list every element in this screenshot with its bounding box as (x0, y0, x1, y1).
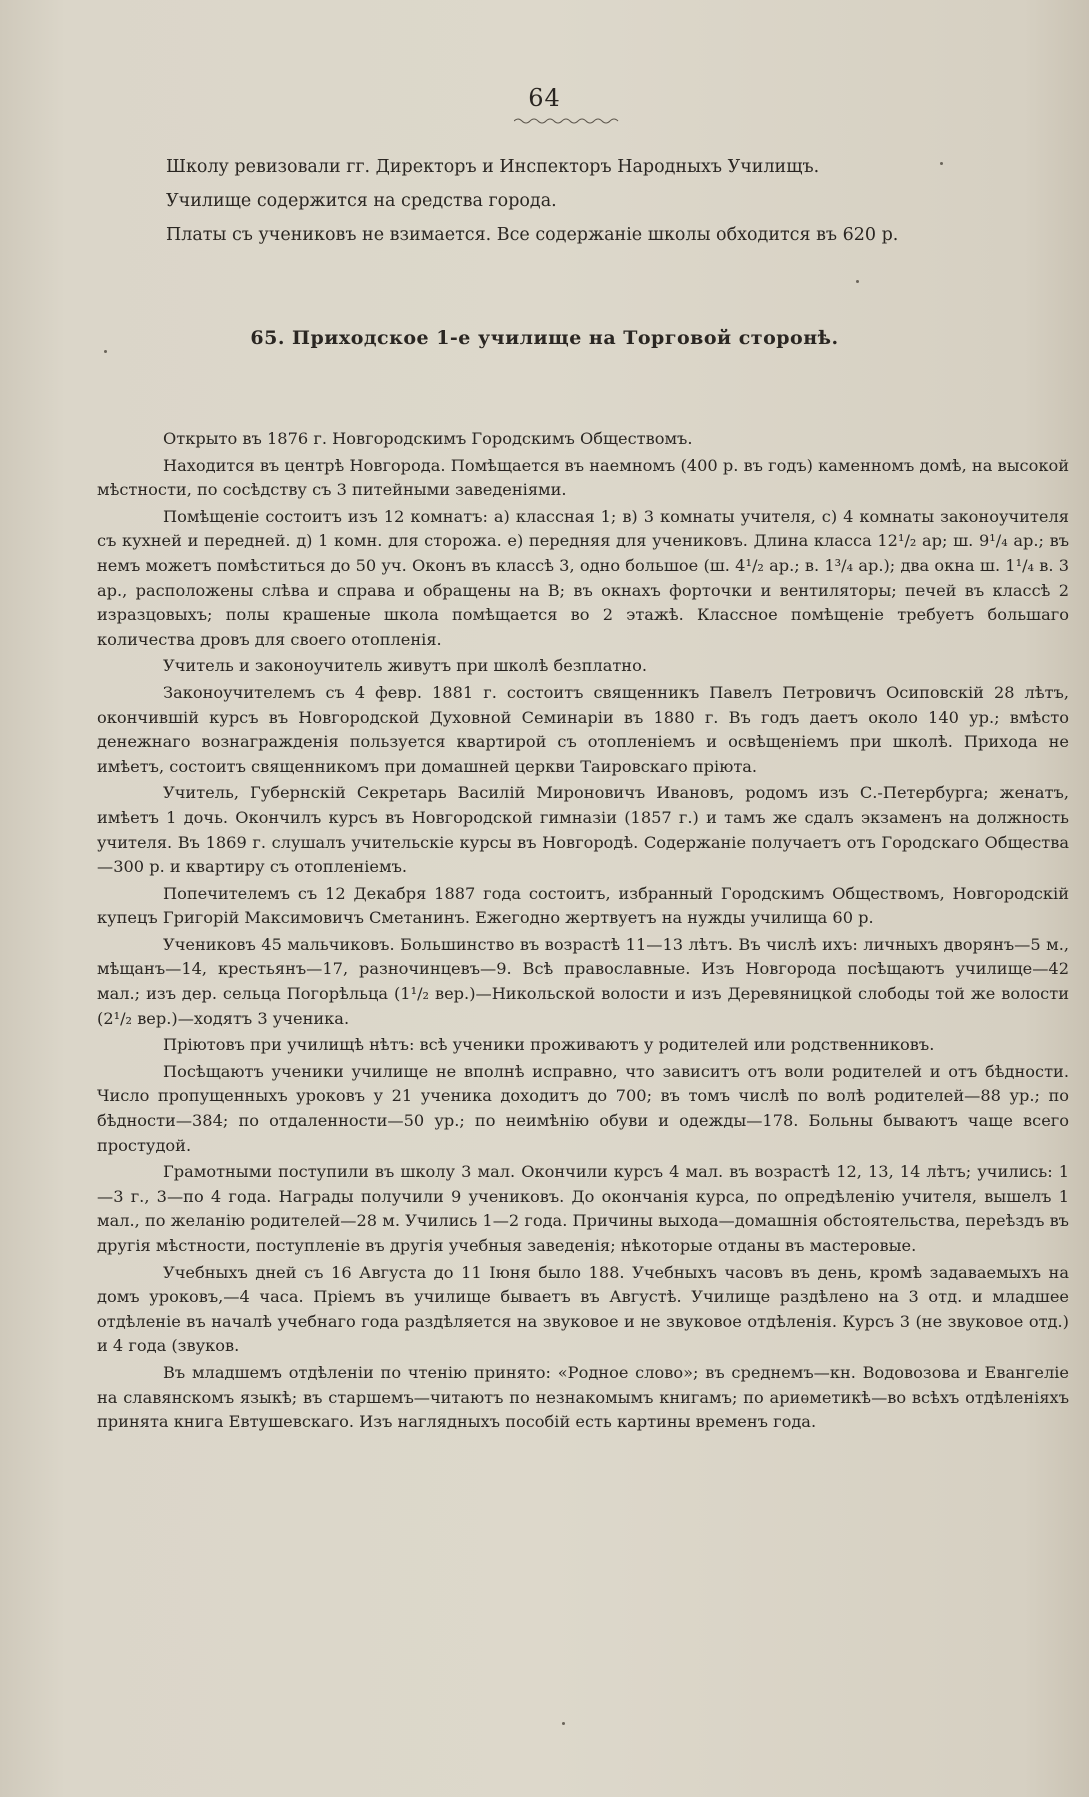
paragraph: Находится въ центрѣ Новгорода. Помѣщается въ наемномъ (400 р. въ годъ) каменномъ домѣ, на высокой мѣстности, по сосѣдству съ 3 питейными заведеніями. (97, 455, 1069, 500)
section-heading: 65. Приходское 1-е училище на Торговой сторонѣ. (250, 327, 839, 349)
paragraph: Посѣщаютъ ученики училище не вполнѣ исправно, что зависитъ отъ воли родителей и отъ бѣдности. Число пропущенныхъ уроковъ у 21 ученика доходитъ до 700; въ томъ числѣ по волѣ родителей—88 ур.; по бѣдности—384; по отдаленности—50 ур.; по неимѣнію обуви и одежды—178. Больны бываютъ чаще всего простудой. (97, 1061, 1069, 1155)
paragraph: Въ младшемъ отдѣленіи по чтенію принято: «Родное слово»; въ среднемъ—кн. Водовозова и Евангеліе на славянскомъ языкѣ; въ старшемъ—читаютъ по незнакомымъ книгамъ; по ариѳметикѣ—во всѣхъ отдѣленіяхъ принята книга Евтушевскаго. Изъ наглядныхъ пособій есть картины временъ года. (97, 1362, 1069, 1432)
intro-block (166, 150, 986, 252)
paper-speck (104, 350, 107, 353)
paragraph: Законоучителемъ съ 4 февр. 1881 г. состоитъ священникъ Павелъ Петровичъ Осиповскій 28 лѣтъ, окончившій курсъ въ Новгородской Духовной Семинаріи въ 1880 г. Въ годъ даетъ около 140 ур.; вмѣсто денежнаго вознагражденія пользуется квартирой съ отопленіемъ и освѣщеніемъ при школѣ. Прихода не имѣетъ, состоитъ священникомъ при домашней церкви Таировскаго пріюта. (97, 682, 1069, 776)
intro-line: Платы съ учениковъ не взимается. Все содержаніе школы обходится въ 620 р. (166, 225, 899, 245)
paragraph: Помѣщеніе состоитъ изъ 12 комнатъ: а) классная 1; в) 3 комнаты учителя, с) 4 комнаты законоучителя съ кухней и передней. д) 1 комн. для сторожа. е) передняя для учениковъ. Длина класса 12¹/₂ ар; ш. 9¹/₄ ар.; въ немъ можетъ помѣститься до 50 уч. Оконъ въ классѣ 3, одно большое (ш. 4¹/₂ ар.; в. 1³/₄ ар.); два окна ш. 1¹/₄ в. 3 ар., расположены слѣва и справа и обращены на В; въ окнахъ форточки и вентиляторы; печей въ классѣ 2 изразцовыхъ; полы крашеные школа помѣщается во 2 этажѣ. Классное помѣщеніе требуетъ большаго количества дровъ для своего отопленія. (97, 506, 1069, 649)
ornament-divider (514, 117, 620, 125)
body-text (97, 427, 1069, 1437)
paragraph: Учениковъ 45 мальчиковъ. Большинство въ возрастѣ 11—13 лѣтъ. Въ числѣ ихъ: личныхъ дворянъ—5 м., мѣщанъ—14, крестьянъ—17, разночинцевъ—9. Всѣ православные. Изъ Новгорода посѣщаютъ училище—42 мал.; изъ дер. сельца Погорѣльца (1¹/₂ вер.)—Никольской волости и изъ Деревяницкой слободы той же волости (2¹/₂ вер.)—ходятъ 3 ученика. (97, 934, 1069, 1028)
paper-speck (940, 162, 943, 165)
paragraph: Учитель, Губернскій Секретарь Василій Мироновичъ Ивановъ, родомъ изъ С.-Петербурга; женатъ, имѣетъ 1 дочь. Окончилъ курсъ въ Новгородской гимназіи (1857 г.) и тамъ же сдалъ экзаменъ на должность учителя. Въ 1869 г. слушалъ учительскіе курсы въ Новгородѣ. Содержаніе получаетъ отъ Городскаго Общества—300 р. и квартиру съ отопленіемъ. (97, 783, 1069, 877)
intro-line: Училище содержится на средства города. (166, 191, 557, 211)
page-number: 64 (528, 84, 561, 112)
paper-speck (856, 280, 859, 283)
paragraph: Учебныхъ дней съ 16 Августа до 11 Іюня было 188. Учебныхъ часовъ въ день, кромѣ задаваемыхъ на домъ уроковъ,—4 часа. Пріемъ въ училище бываетъ въ Августѣ. Училище раздѣлено на 3 отд. и младшее отдѣленіе въ началѣ учебнаго года раздѣляется на звуковое и не звуковое отдѣленія. Курсъ 3 (не звуковое отд.) и 4 года (звуков. (97, 1262, 1069, 1356)
paragraph: Пріютовъ при училищѣ нѣтъ: всѣ ученики проживаютъ у родителей или родственниковъ. (163, 1035, 935, 1055)
paper-speck (562, 1722, 565, 1725)
paragraph: Открыто въ 1876 г. Новгородскимъ Городскимъ Обществомъ. (163, 429, 693, 448)
paragraph: Учитель и законоучитель живутъ при школѣ безплатно. (163, 656, 647, 676)
intro-line: Школу ревизовали гг. Директоръ и Инспекторъ Народныхъ Училищъ. (166, 157, 820, 177)
paragraph: Грамотными поступили въ школу 3 мал. Окончили курсъ 4 мал. въ возрастѣ 12, 13, 14 лѣтъ; учились: 1—3 г., 3—по 4 года. Награды получили 9 учениковъ. До окончанія курса, по опредѣленію учителя, вышелъ 1 мал., по желанію родителей—28 м. Учились 1—2 года. Причины выхода—домашнія обстоятельства, переѣздъ въ другія мѣстности, поступленіе въ другія учебныя заведенія; нѣкоторые отданы въ мастеровые. (97, 1162, 1069, 1255)
paragraph: Попечителемъ съ 12 Декабря 1887 года состоитъ, избранный Городскимъ Обществомъ, Новгородскій купецъ Григорій Максимовичъ Сметанинъ. Ежегодно жертвуетъ на нужды училища 60 р. (97, 883, 1069, 928)
